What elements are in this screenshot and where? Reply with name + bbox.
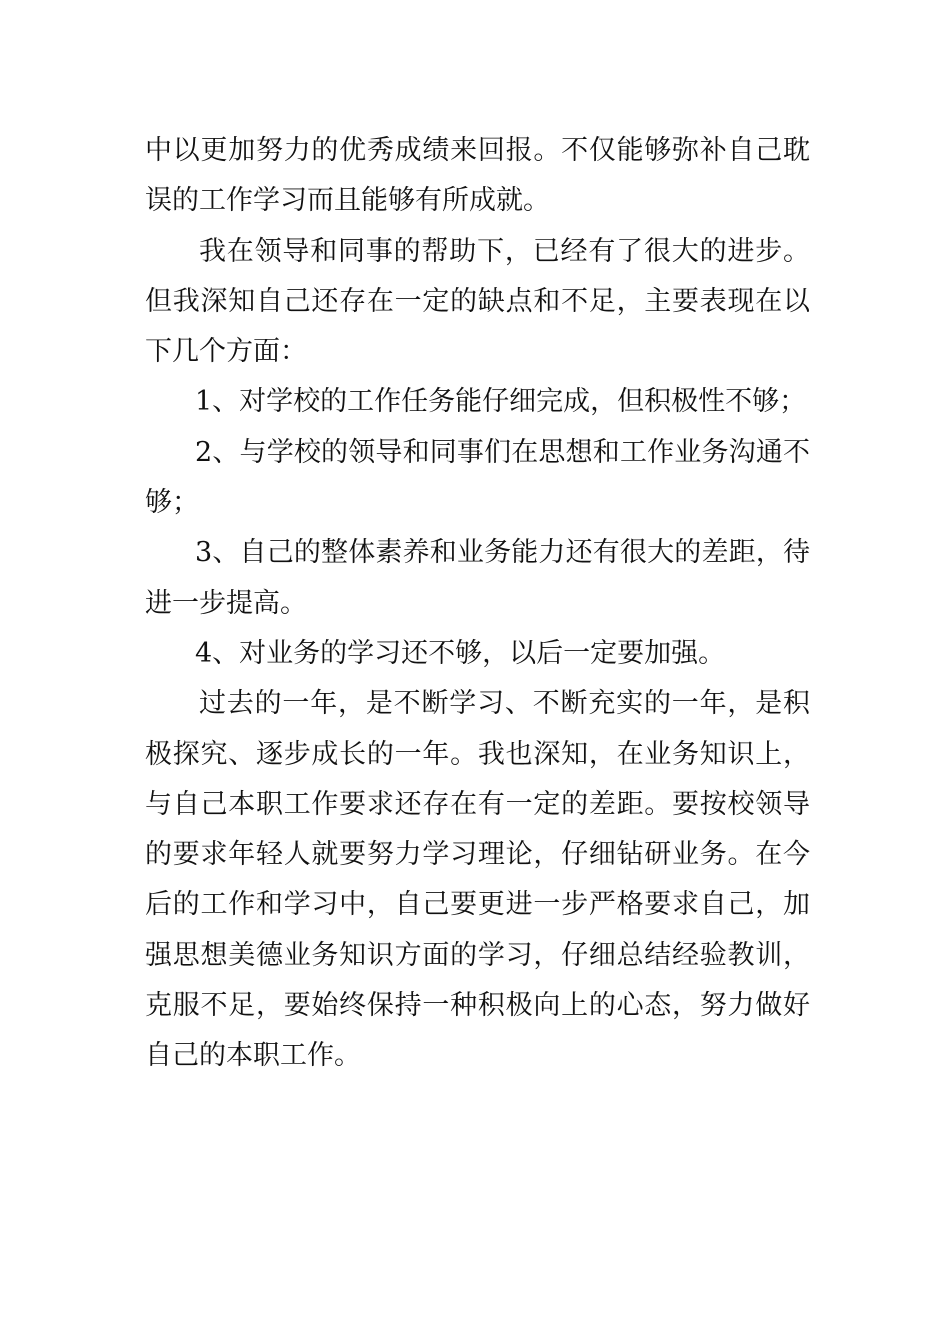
- list-item-4: 4、对业务的学习还不够，以后一定要加强。: [195, 637, 726, 669]
- document-body: [145, 126, 810, 1082]
- list-item-2: 2、与学校的领导和同事们在思想和工作业务沟通不够；: [145, 436, 810, 519]
- paragraph-summary: 过去的一年，是不断学习、不断充实的一年，是积极探究、逐步成长的一年。我也深知，在业务知识上，与自己本职工作要求还存在有一定的差距。要按校领导的要求年轻人就要努力学习理论，仔细钻研业务。在今后的工作和学习中，自己要更进一步严格要求自己，加强思想美德业务知识方面的学习，仔细总结经验教训，克服不足，要始终保持一种积极向上的心态，努力做好自己的本职工作。: [145, 688, 810, 1072]
- list-item-3: 3、自己的整体素养和业务能力还有很大的差距，待进一步提高。: [145, 537, 810, 619]
- paragraph-continuation: 中以更加努力的优秀成绩来回报。不仅能够弥补自己耽误的工作学习而且能够有所成就。: [145, 135, 810, 217]
- paragraph-shortcomings-intro: 我在领导和同事的帮助下，已经有了很大的进步。但我深知自己还存在一定的缺点和不足，主要表现在以下几个方面：: [145, 235, 810, 368]
- list-item-1: 1、对学校的工作任务能仔细完成，但积极性不够；: [195, 386, 807, 418]
